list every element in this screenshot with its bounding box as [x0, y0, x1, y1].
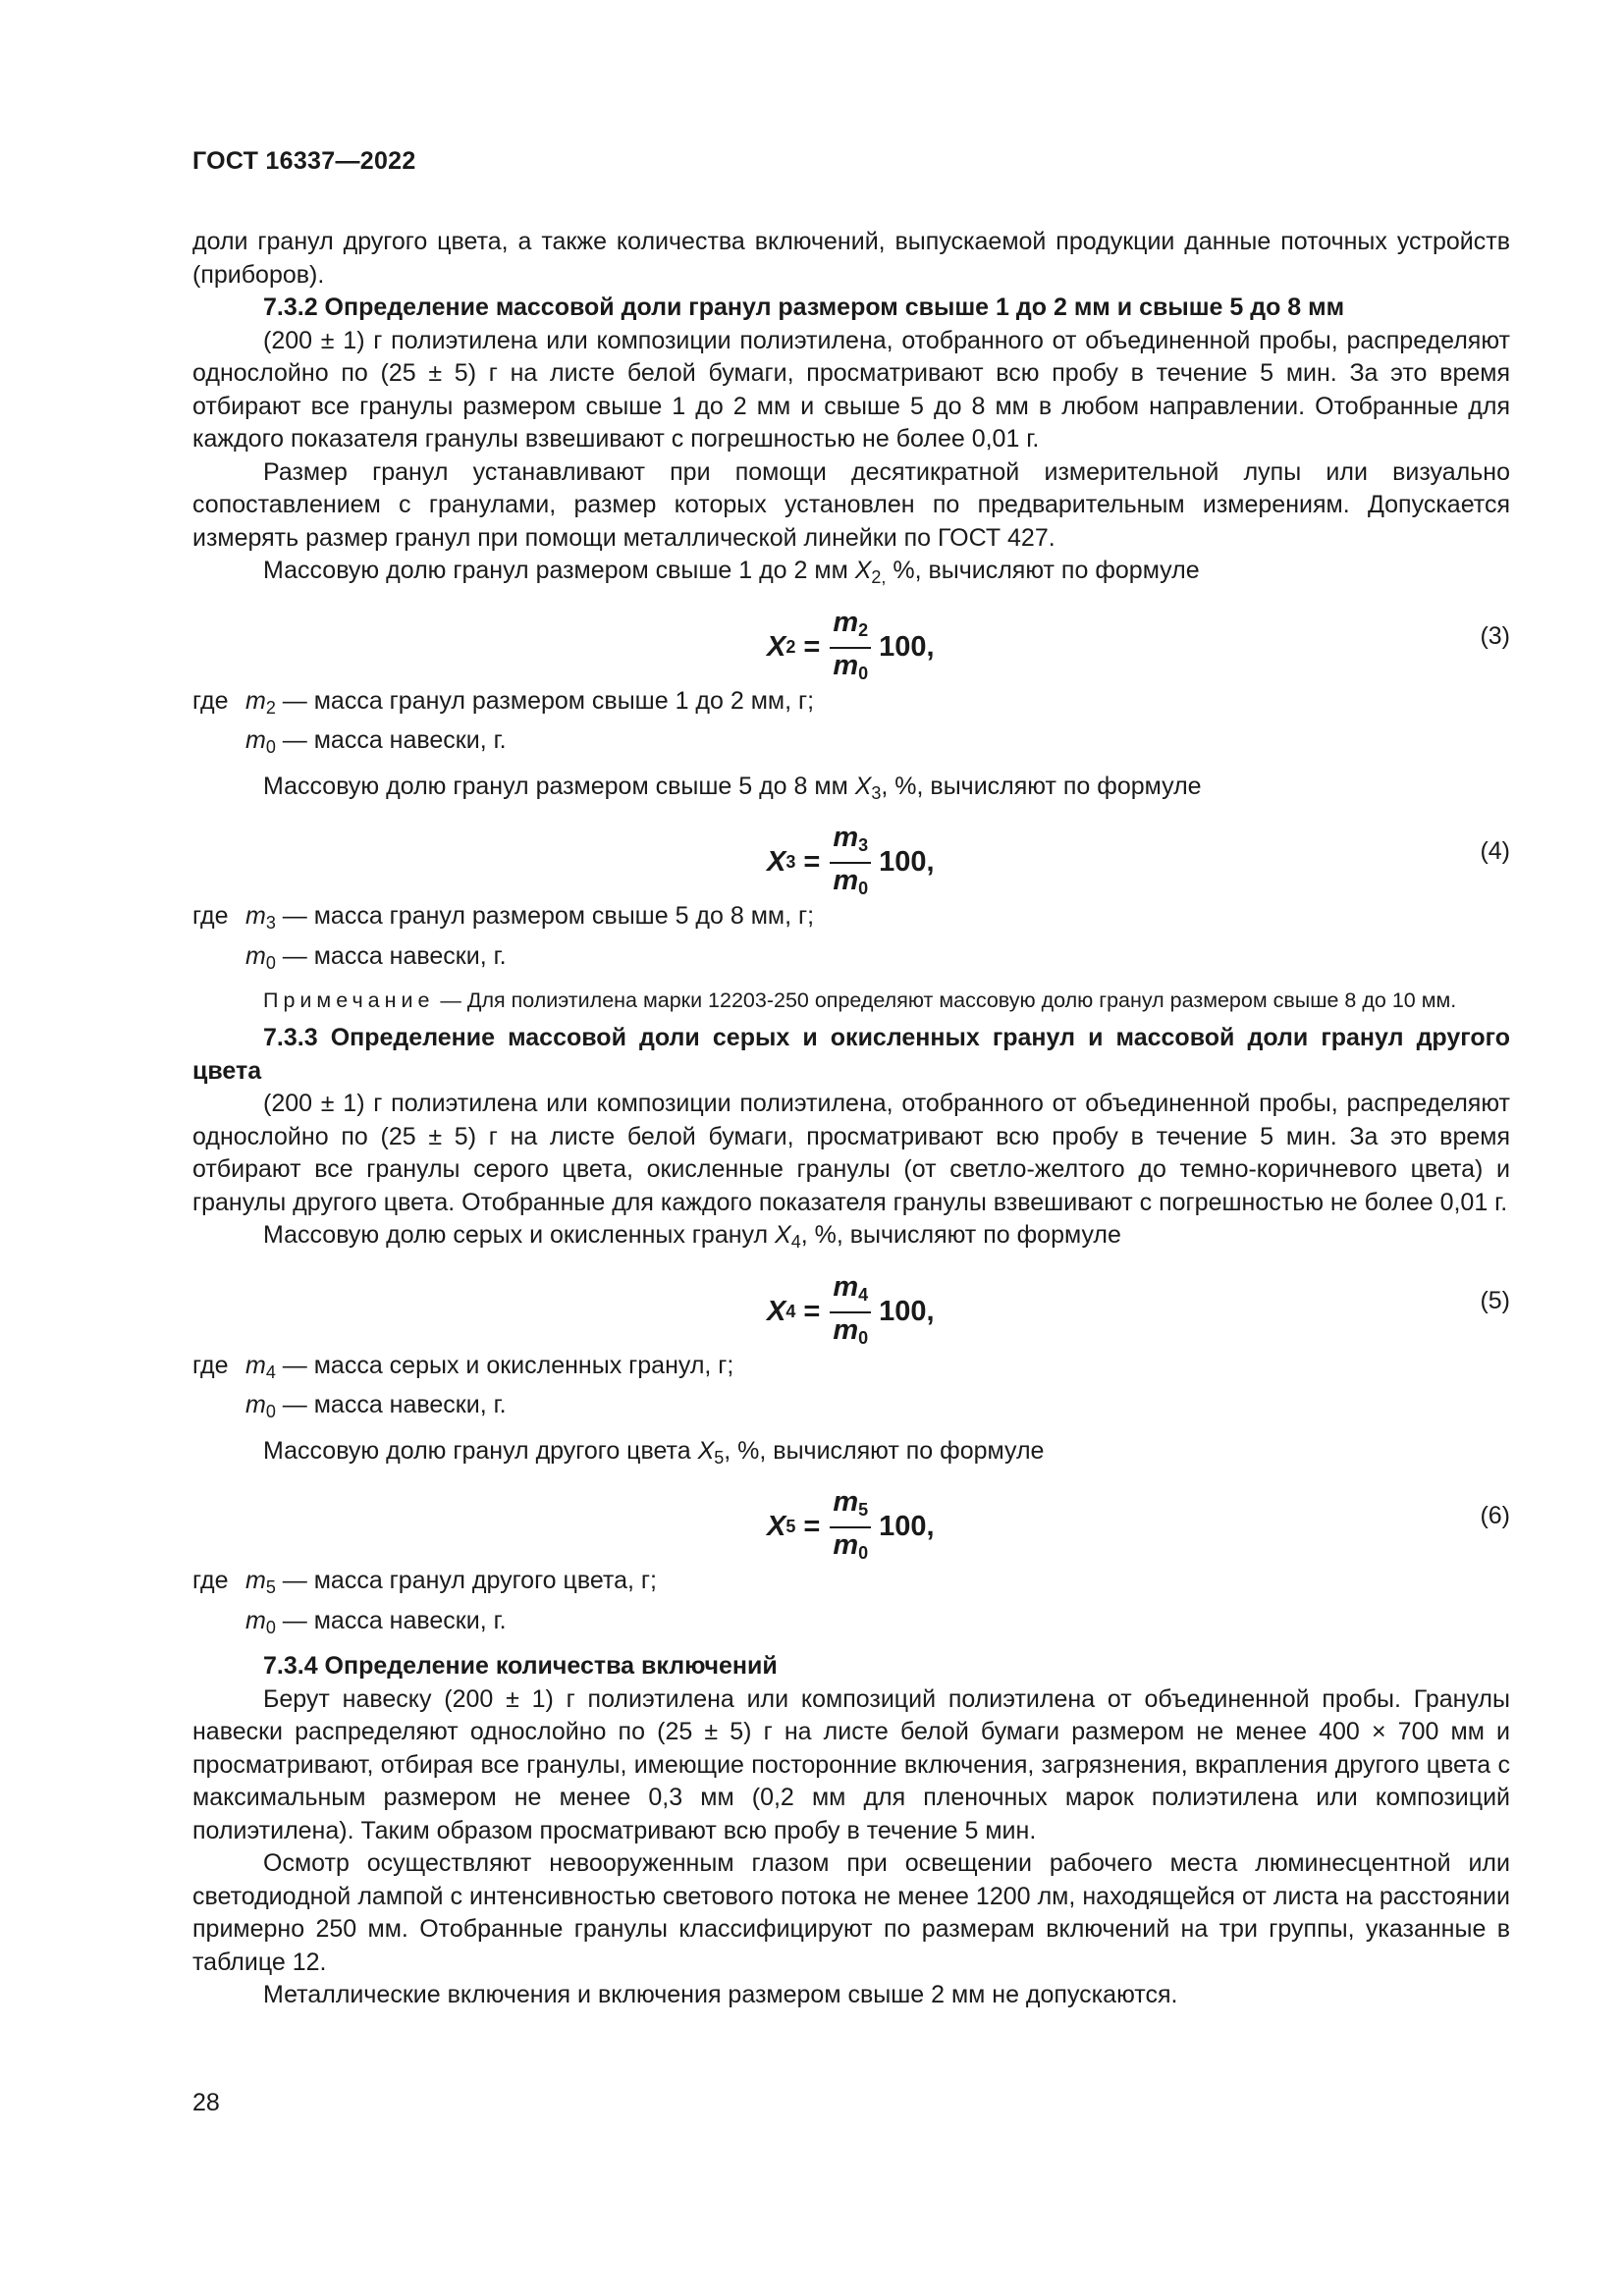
- page-number: 28: [192, 2089, 220, 2116]
- formula-number-3: (3): [1480, 621, 1510, 650]
- paragraph-7-3-4-b: Осмотр осуществляют невооруженным глазом при освещении рабочего места люминесцентной или светодиодной лампой с интенсивностью светового потока не менее 1200 лм, находящейся от листа на расстоянии примерно 250 мм. Отобранные гранулы классифицируют по размерам включений на три группы, указанные в таблице 12.: [192, 1849, 1510, 1976]
- formula-4: X 3 = $\frac{m_3}{m_0}$ 100, (4): [767, 822, 1510, 898]
- paragraph-7-3-2-b: Размер гранул устанавливают при помощи десятикратной измерительной лупы или визуально сопоставлением с гранулами, размер которых установлен по предварительным измерениям. Допускается измерять размер гранул при помощи металлической линейки по ГОСТ 427.: [192, 457, 1510, 552]
- formula-5: X 4 = $\frac{m_4}{m_0}$ 100, (5): [767, 1270, 1510, 1348]
- formula-5-intro: Массовую долю серых и окисленных гранул $X_4$, %, вычисляют по формуле: [263, 1221, 1121, 1252]
- where-m2: где $m_2$ — масса гранул размером свыше 1 до 2 мм, г;: [192, 686, 815, 718]
- where-m5: где $m_5$ — масса гранул другого цвета, г;: [192, 1567, 657, 1597]
- heading-7-3-3: 7.3.3 Определение массовой доли серых и окисленных гранул и массовой доли гранул другого цвета: [192, 1024, 1510, 1085]
- where-m0-b: $m_0$ — масса навески, г.: [245, 941, 507, 973]
- where-m0-c: $m_0$ — масса навески, г.: [245, 1391, 507, 1421]
- formula-number-6: (6): [1480, 1502, 1510, 1529]
- formula-number-5: (5): [1480, 1286, 1510, 1314]
- paragraph-7-3-4-c: Металлические включения и включения размером свыше 2 мм не допускаются.: [263, 1981, 1178, 2008]
- formula-3-intro: Массовую долю гранул размером свыше 1 до 2 мм $X_{2,}$ %, вычисляют по формуле: [263, 557, 1200, 587]
- document-body: [192, 226, 1510, 2012]
- paragraph-7-3-2-a: (200 ± 1) г полиэтилена или композиции полиэтилена, отобранного от объединенной пробы, распределяют однослойно по (25 ± 5) г на листе белой бумаги, просматривают всю пробу в течение 5 мин. За это время отбирают все гранулы размером свыше 1 до 2 мм и свыше 5 до 8 мм в любом направлении. Отобранные для каждого показателя гранулы взвешивают с погрешностью не более 0,01 г.: [192, 326, 1510, 453]
- formula-4-intro: Массовую долю гранул размером свыше 5 до 8 мм $X_3$, %, вычисляют по формуле: [263, 772, 1202, 803]
- paragraph-7-3-3-a: (200 ± 1) г полиэтилена или композиции полиэтилена, отобранного от объединенной пробы, распределяют однослойно по (25 ± 5) г на листе белой бумаги, просматривают всю пробу в течение 5 мин. За это время отбирают все гранулы серого цвета, окисленные гранулы (от светло-желтого до темно-коричневого цвета) и гранулы другого цвета. Отобранные для каждого показателя гранулы взвешивают с погрешностью не более 0,01 г.: [192, 1090, 1510, 1216]
- formula-number-4: (4): [1480, 837, 1510, 865]
- formula-6-intro: Массовую долю гранул другого цвета $X_5$, %, вычисляют по формуле: [263, 1436, 1045, 1468]
- where-m0-a: $m_0$ — масса навески, г.: [245, 726, 507, 757]
- note-label: Примечание: [263, 988, 435, 1012]
- heading-7-3-4: 7.3.4 Определение количества включений: [263, 1652, 778, 1680]
- document-header: ГОСТ 16337—2022: [192, 147, 416, 175]
- paragraph-7-3-4-a: Берут навеску (200 ± 1) г полиэтилена или композиций полиэтилена от объединенной пробы. Гранулы навески распределяют однослойно по (25 ± 5) г на листе белой бумаги размером не менее 400 × 700 мм и просматривают, отбирая все гранулы, имеющие посторонние включения, загрязнения, вкрапления другого цвета с максимальным размером не менее 0,3 мм (0,2 мм для пленочных марок полиэтилена или композиций полиэтилена). Таким образом просматривают всю пробу в течение 5 мин.: [192, 1684, 1510, 1844]
- paragraph-intro: доли гранул другого цвета, а также количества включений, выпускаемой продукции данные поточных устройств (приборов).: [192, 228, 1510, 289]
- formula-3: X 2 = $\frac{m_2}{m_0}$ 100, (3): [767, 606, 1510, 683]
- where-m4: где $m_4$ — масса серых и окисленных гранул, г;: [192, 1351, 734, 1382]
- where-m0-d: $m_0$ — масса навески, г.: [245, 1606, 507, 1637]
- formula-6: X 5 = $\frac{m_5}{m_0}$ 100, (6): [767, 1486, 1510, 1563]
- note: Примечание — Для полиэтилена марки 12203-250 определяют массовую долю гранул размером свыше 8 до 10 мм.: [263, 988, 1457, 1012]
- where-m3: где $m_3$ — масса гранул размером свыше 5 до 8 мм, г;: [192, 902, 815, 933]
- heading-7-3-2: 7.3.2 Определение массовой доли гранул размером свыше 1 до 2 мм и свыше 5 до 8 мм: [263, 294, 1345, 321]
